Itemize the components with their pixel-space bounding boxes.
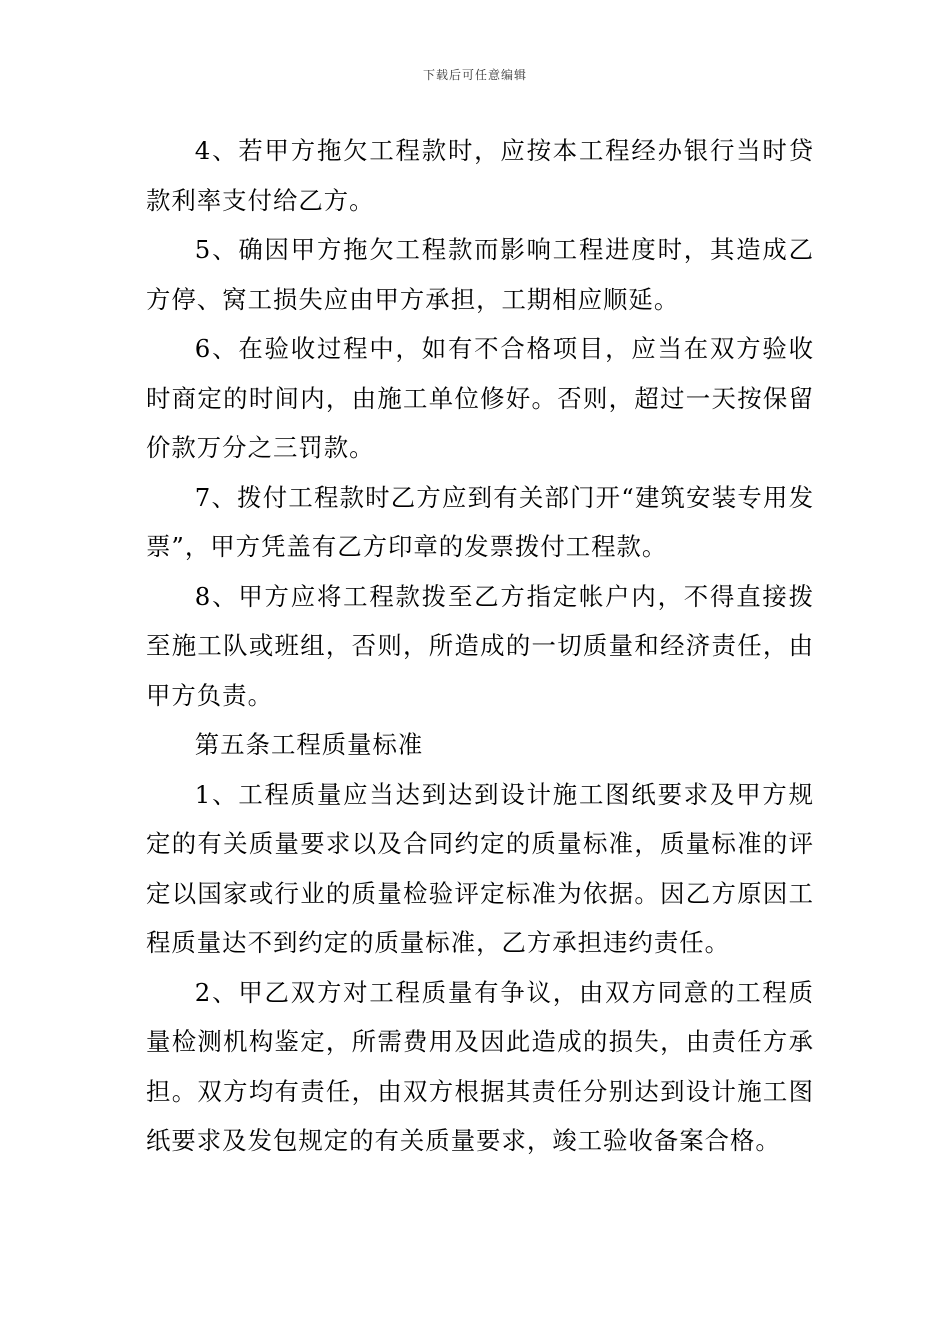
clause-paragraph-7: 7、拨付工程款时乙方应到有关部门开“建筑安装专用发票”，甲方凭盖有乙方印章的发票拨付工程款。 xyxy=(146,482,814,561)
clause-paragraph-5: 5、确因甲方拖欠工程款而影响工程进度时，其造成乙方停、窝工损失应由甲方承担，工期相应顺延。 xyxy=(146,235,814,314)
quality-paragraph-1: 1、工程质量应当达到达到设计施工图纸要求及甲方规定的有关质量要求以及合同约定的质量标准，质量标准的评定以国家或行业的质量检验评定标准为依据。因乙方原因工程质量达不到约定的质量标准，乙方承担违约责任。 xyxy=(146,779,814,957)
clause-paragraph-4: 4、若甲方拖欠工程款时，应按本工程经办银行当时贷款利率支付给乙方。 xyxy=(146,136,814,215)
section-title: 第五条工程质量标准 xyxy=(194,730,424,759)
page-header-note: 下载后可任意编辑 xyxy=(422,68,527,82)
clause-paragraph-8: 8、甲方应将工程款拨至乙方指定帐户内，不得直接拨至施工队或班组，否则，所造成的一切质量和经济责任，由甲方负责。 xyxy=(146,581,814,710)
quality-paragraph-2: 2、甲乙双方对工程质量有争议，由双方同意的工程质量检测机构鉴定，所需费用及因此造成的损失，由责任方承担。双方均有责任，由双方根据其责任分别达到设计施工图纸要求及发包规定的有关质量要求，竣工验收备案合格。 xyxy=(146,977,814,1155)
document-body xyxy=(146,126,814,1166)
clause-paragraph-6: 6、在验收过程中，如有不合格项目，应当在双方验收时商定的时间内，由施工单位修好。否则，超过一天按保留价款万分之三罚款。 xyxy=(146,334,814,462)
